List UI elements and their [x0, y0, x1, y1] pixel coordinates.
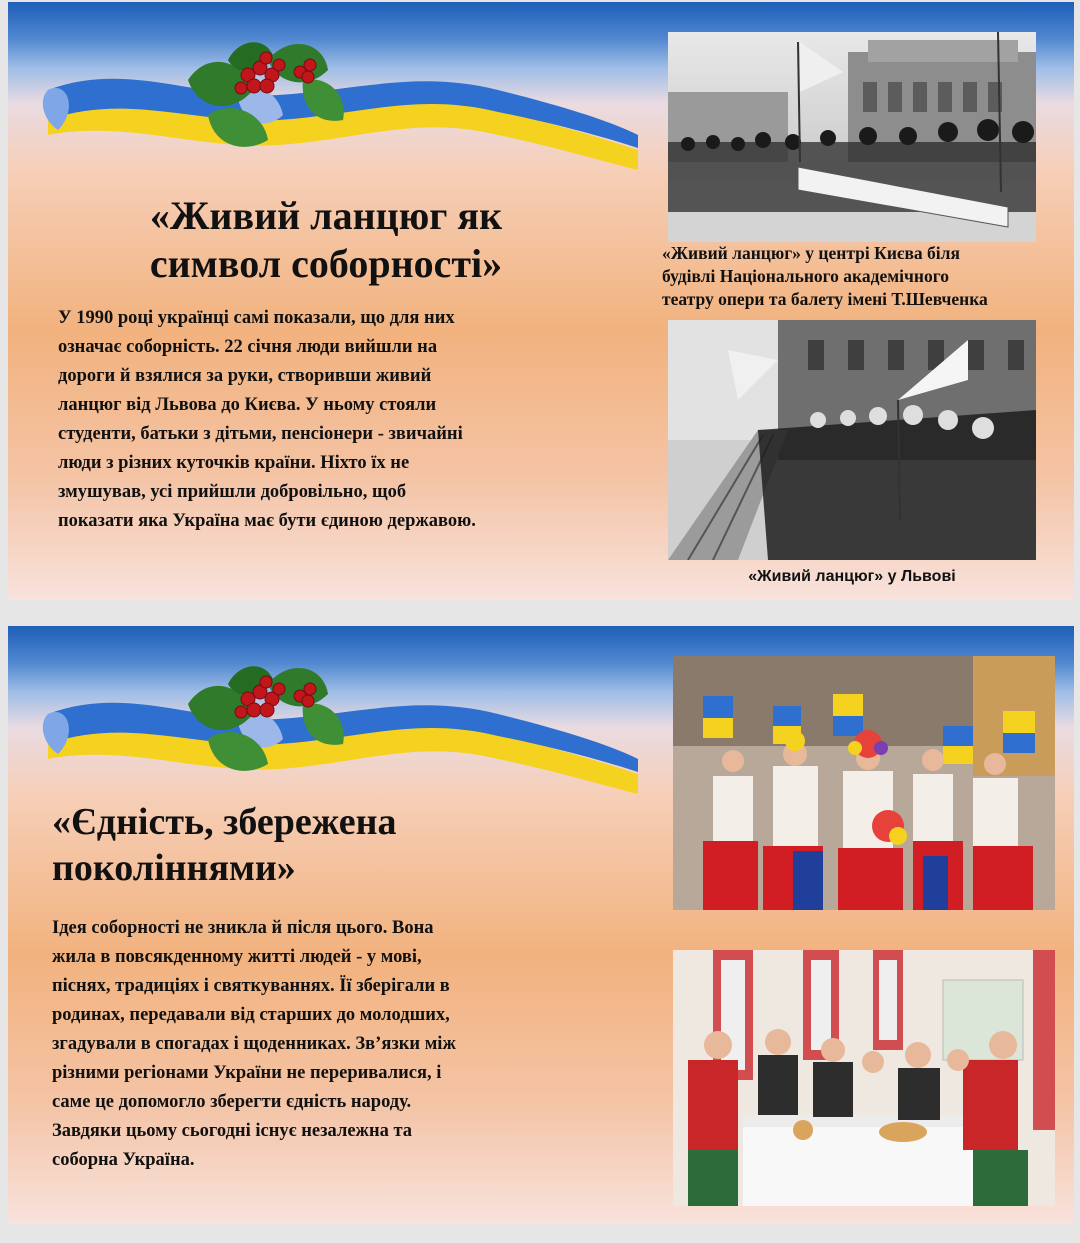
photo-lviv-caption: «Живий ланцюг» у Львові — [748, 568, 956, 585]
photo-lviv-image — [668, 320, 1036, 560]
photo-kyiv-living-chain — [668, 32, 1036, 242]
photo-family-table — [673, 950, 1055, 1206]
slide-body-text: У 1990 році українці самі показали, що для них означає соборність. 22 січня люди вийшли на дороги й взялися за руки, створивши живий ланцюг від Львова до Києва. У ньому стояли студенти, батьки з дітьми, пенсіонери - звичайні люди з різних куточків країни. Ніхто їх не змушував, усі прийшли добровільно, щоб показати яка Україна має бути єдиною державою. — [58, 308, 476, 531]
photo-festival-image — [673, 656, 1055, 910]
slide-unity-generations — [8, 626, 1074, 1224]
slide-body-text: Ідея соборності не зникла й після цього. Вона жила в повсякденному житті людей - у мові, піснях, традиціях і святкуваннях. Її зберігали в родинах, передавали від старших до молодших, згадували в спогадах і щоденниках. Зв’язки між різними регіонами України не переривалися, і саме це допомогло зберегти єдність народу. Завдяки цьому сьогодні існує незалежна та соборна Україна. — [52, 918, 456, 1170]
slide-title: «Живий ланцюг як символ соборності» — [149, 193, 503, 286]
ribbon-viburnum-icon — [38, 644, 648, 804]
slide-living-chain — [8, 2, 1074, 600]
photo-kyiv-image — [668, 32, 1036, 242]
photo-kyiv-caption: «Живий ланцюг» у центрі Києва біля будівлі Національного академічного театру опери та балету імені Т.Шевченка — [662, 243, 988, 309]
slide-title: «Єдність, збережена поколіннями» — [52, 801, 397, 889]
photo-family-image — [673, 950, 1055, 1206]
photo-festival-parade — [673, 656, 1055, 910]
photo-lviv-living-chain — [668, 320, 1036, 560]
ribbon-viburnum-icon — [38, 20, 648, 180]
